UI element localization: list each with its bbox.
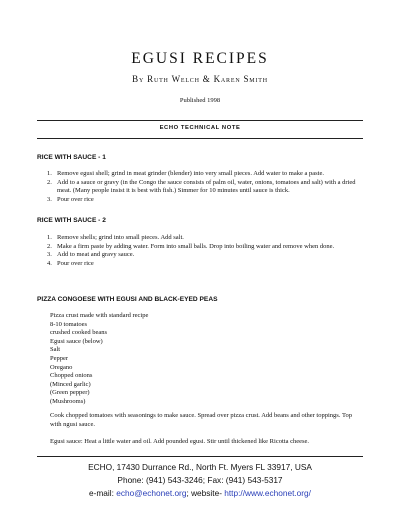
step-text: Pour over rice: [57, 259, 94, 267]
ingredient-item: (Green pepper): [50, 389, 90, 397]
step-number: 2.: [47, 242, 52, 250]
footer-contact: [0, 488, 400, 498]
ingredient-item: Chopped onions: [50, 372, 93, 380]
egusi-sauce-instructions: Egusi sauce: Heat a little water and oil. Add pounded egusi. Stir until thickened like Ricotta cheese.: [50, 438, 310, 445]
step-text: Add to meat and gravy sauce.: [57, 251, 135, 259]
step-text: Remove egusi shell; grind in meat grinder (blender) into very small pieces. Add water to make a paste.: [57, 170, 324, 177]
step-text: Make a firm paste by adding water. Form into small balls. Drop into boiling water and remove when done.: [57, 242, 335, 250]
step-item: [37, 234, 367, 243]
footer-divider: [37, 456, 363, 457]
step-item: [37, 243, 367, 252]
ingredient-item: (Mushrooms): [50, 397, 86, 405]
section-heading: RICE WITH SAUCE - 2: [37, 217, 106, 224]
email-label: e-mail:: [89, 488, 117, 498]
step-number: 2.: [47, 178, 52, 186]
divider-bottom: [37, 138, 363, 139]
email-link[interactable]: echo@echonet.org: [116, 488, 187, 498]
step-item: [37, 251, 367, 260]
technical-note-label: ECHO TECHNICAL NOTE: [159, 125, 241, 131]
step-number: 3.: [47, 251, 52, 259]
footer-address: ECHO, 17430 Durrance Rd., North Ft. Myers FL 33917, USA: [88, 462, 312, 472]
ingredients-list: [50, 312, 148, 407]
step-text: Add to a sauce or gravy (in the Congo the sauce consists of palm oil, water, onions, tomatoes and salt) with a dried meat. (Many people insist it is best with fish.) Simmer for 10 minutes until sauce is thick.: [57, 178, 356, 195]
pizza-instructions: Cook chopped tomatoes with seasonings to make sauce. Spread over pizza crust. Add beans and other toppings. Top with ngusi sauce.: [50, 412, 352, 428]
ingredient-item: 8-10 tomatoes: [50, 320, 88, 328]
step-item: [37, 260, 367, 269]
step-number: 1.: [47, 234, 52, 241]
steps-list: [37, 170, 367, 204]
section-heading: PIZZA CONGOESE WITH EGUSI AND BLACK-EYED PEAS: [37, 296, 218, 303]
website-label: ; website-: [186, 488, 225, 498]
step-text: Remove shells; grind into small pieces. Add salt.: [57, 234, 184, 241]
published-date: Published 1998: [179, 97, 221, 104]
website-link[interactable]: http://www.echonet.org/: [224, 488, 311, 498]
ingredient-item: crushed cooked beans: [50, 329, 108, 337]
step-item: [37, 170, 367, 179]
ingredient-item: Oregano: [50, 363, 73, 371]
section-heading: RICE WITH SAUCE - 1: [37, 154, 106, 161]
authors-line: By Ruth Welch & Karen Smith: [132, 74, 268, 84]
step-text: Pour over rice: [57, 195, 94, 203]
footer-phone: Phone: (941) 543-3246; Fax: (941) 543-5317: [117, 475, 283, 485]
ingredient-item: Pepper: [50, 354, 69, 362]
ingredient-item: (Minced garlic): [50, 380, 91, 388]
steps-list: [37, 234, 367, 268]
step-item: [37, 196, 367, 205]
document-title: EGUSI RECIPES: [131, 50, 269, 67]
ingredient-item: Egusi sauce (below): [50, 337, 103, 345]
step-number: 4.: [47, 259, 52, 267]
divider-top: [37, 120, 363, 121]
step-item: [37, 179, 367, 196]
ingredient-item: Salt: [50, 346, 61, 354]
step-number: 3.: [47, 195, 52, 203]
step-number: 1.: [47, 170, 52, 177]
ingredient-item: Pizza crust made with standard recipe: [50, 312, 149, 319]
